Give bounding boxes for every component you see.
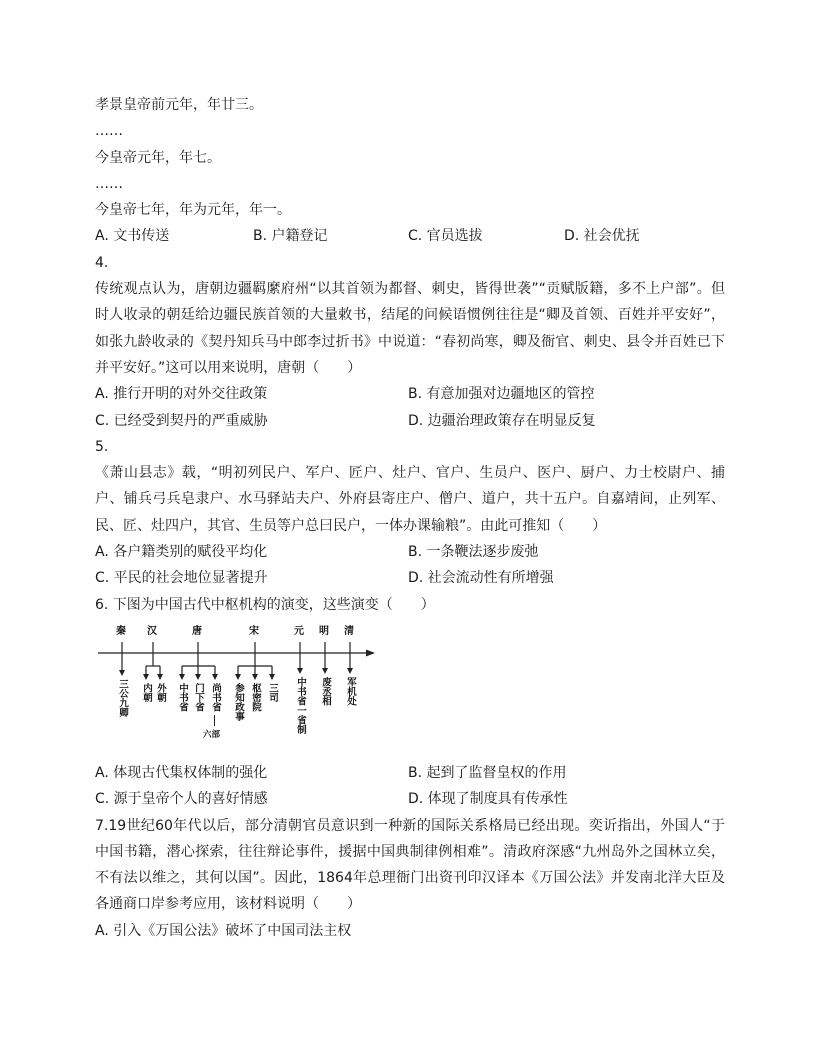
q4-stem: 传统观点认为，唐朝边疆羁縻府州“以其首领为都督、刺史，皆得世袭”“贡赋版籍，多不上户部”。但时人收录的朝廷给边疆民族首领的大量敕书，结尾的问候语惯例往往是“卿及首领、百姓并平安好”，如张九龄收录的《契丹知兵马中郎李过折书》中说道：“春初尚寒，卿及衙官、刺史、县令并百姓已下并平安好。”这可以用来说明，唐朝（ ） — [95, 281, 725, 376]
dynasty-han: 汉 — [147, 625, 157, 637]
q4-option-d[interactable]: D. 边疆治理政策存在明显反复 — [408, 412, 596, 429]
q3-options — [95, 223, 725, 249]
q5-stem: 《萧山县志》载，“明初列民户、军户、匠户、灶户、官户、生员户、医户、厨户、力士校尉户、捕户、铺兵弓兵皂隶户、水马驿站夫户、外府县寄庄户、僧户、道户，共十五户。自嘉靖间，止列军、民、匠、灶四户，其官、生员等户总曰民户，一体办课输粮”。由此可推知（ ） — [95, 465, 725, 534]
central-institutions-diagram — [95, 622, 385, 754]
label-qin-sangong-jiuqing: 三公九卿 — [117, 678, 128, 717]
q6-option-a[interactable]: A. 体现古代集权体制的强化 — [95, 764, 268, 781]
text-line: 孝景皇帝前元年，年廿三。 — [95, 97, 263, 113]
dynasty-yuan: 元 — [294, 625, 304, 637]
label-tang-liubu: 六部 — [203, 729, 221, 740]
q5-number: 5. — [95, 438, 109, 455]
label-tang-zhongshu: 中书省 — [177, 682, 188, 712]
q5-option-b[interactable]: B. 一条鞭法逐步废弛 — [408, 544, 539, 561]
q5-option-c[interactable]: C. 平民的社会地位显著提升 — [95, 570, 268, 587]
q4-number: 4. — [95, 254, 109, 271]
dynasty-ming: 明 — [319, 625, 329, 637]
q4-option-a[interactable]: A. 推行开明的对外交往政策 — [95, 386, 268, 403]
label-tang-shangshu: 尚书省 — [210, 682, 221, 712]
label-song-shumiyuan: 枢密院 — [250, 682, 261, 712]
q3-option-b[interactable]: B. 户籍登记 — [253, 228, 328, 245]
q6-option-c[interactable]: C. 源于皇帝个人的喜好情感 — [95, 791, 268, 808]
ellipsis: …… — [95, 175, 123, 192]
q4-option-b[interactable]: B. 有意加强对边疆地区的管控 — [408, 386, 595, 403]
dynasty-qin: 秦 — [116, 625, 126, 637]
q4-options-row1 — [95, 381, 725, 407]
document-page — [95, 92, 725, 944]
q6-options-row1 — [95, 760, 725, 786]
q5-options-row2 — [95, 565, 725, 591]
q3-option-c[interactable]: C. 官员选拔 — [408, 228, 483, 245]
q5-options-row1 — [95, 539, 725, 565]
q7-stem: 7.19世纪60年代以后，部分清朝官员意识到一种新的国际关系格局已经出现。奕䜣指出，外国人“于中国书籍，潜心探索，往往辩论事件，援据中国典制律例相难”。清政府深感“九州岛外之国林立矣，不有法以维之，其何以国”。因此，1864年总理衙门出资刊印汉译本《万国公法》并发南北洋大臣及各通商口岸参考应用，该材料说明（ ） — [95, 817, 725, 913]
q6-option-b[interactable]: B. 起到了监督皇权的作用 — [408, 764, 567, 781]
text-line: 今皇帝元年，年七。 — [95, 149, 221, 166]
ellipsis: …… — [95, 123, 123, 140]
label-yuan-zhongshu-system: 中书省一省制 — [295, 676, 306, 734]
q3-option-a[interactable]: A. 文书传送 — [95, 228, 170, 245]
q7-option-a[interactable]: A. 引入《万国公法》破坏了中国司法主权 — [95, 922, 352, 939]
dynasty-tang: 唐 — [192, 625, 202, 637]
q6-stem: 6. 下图为中国古代中枢机构的演变，这些演变（ ） — [95, 596, 435, 613]
dynasty-song: 宋 — [249, 625, 259, 637]
label-tang-menxia: 门下省 — [193, 682, 204, 712]
q4-options-row2 — [95, 408, 725, 434]
label-ming-abolish-chancellor: 废丞相 — [320, 676, 331, 706]
label-song-canzhi-zhengshi: 参知政事 — [233, 682, 244, 721]
q5-option-a[interactable]: A. 各户籍类别的赋役平均化 — [95, 544, 268, 561]
q6-option-d[interactable]: D. 体现了制度具有传承性 — [408, 791, 568, 808]
q6-options-row2 — [95, 786, 725, 812]
dynasty-qing: 清 — [344, 625, 354, 637]
label-song-sansi: 三司 — [267, 682, 278, 702]
q3-option-d[interactable]: D. 社会优抚 — [564, 228, 640, 245]
shangshu-liubu-connector — [209, 715, 220, 727]
label-han-outer-court: 外朝 — [155, 682, 166, 702]
label-qing-junjichu: 军机处 — [345, 676, 356, 706]
q5-option-d[interactable]: D. 社会流动性有所增强 — [408, 570, 554, 587]
text-line: 今皇帝七年，年为元年，年一。 — [95, 202, 291, 219]
label-han-inner-court: 内朝 — [141, 682, 152, 702]
q4-option-c[interactable]: C. 已经受到契丹的严重威胁 — [95, 412, 268, 429]
